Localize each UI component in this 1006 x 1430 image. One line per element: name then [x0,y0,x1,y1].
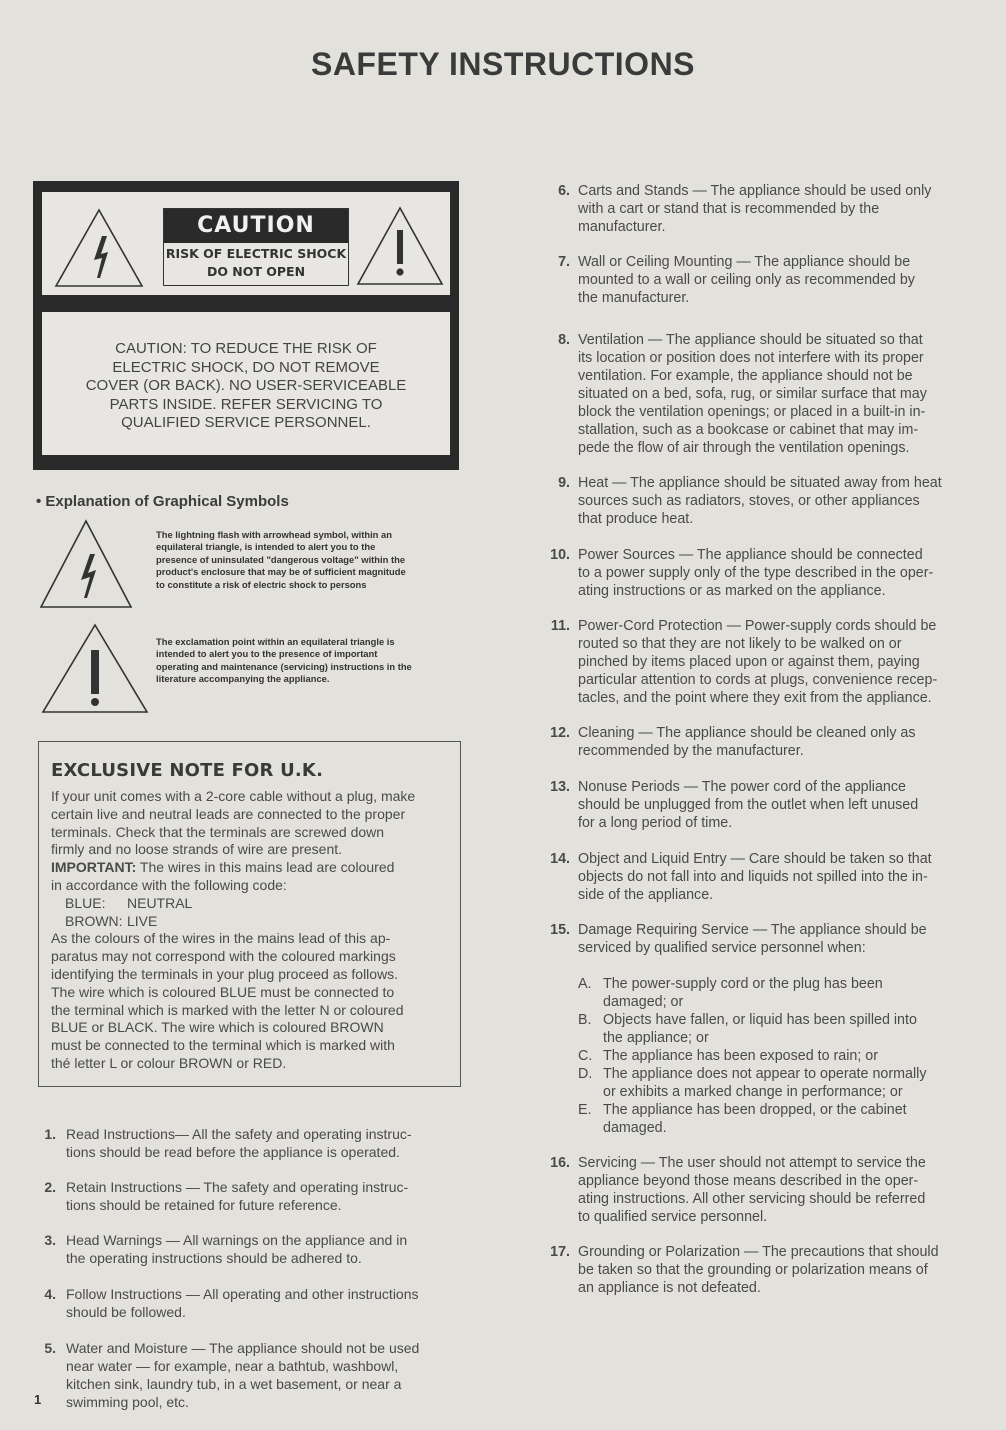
item-line: tions should be retained for future reference. [66,1197,342,1213]
caution-text-line: PARTS INSIDE. REFER SERVICING TO [109,395,383,413]
uk-note-box [38,741,461,1087]
item-number: 6. [558,183,570,199]
item-number: 14. [550,851,570,867]
item-line: tions should be read before the appliance is operated. [66,1144,400,1160]
explanation-line: to constitute a risk of electric shock to persons [156,578,367,590]
item-number: 17. [550,1244,570,1260]
item-line: an appliance is not defeated. [578,1280,761,1296]
uk-note-body [51,788,453,1073]
item-number: 1. [44,1126,56,1142]
caution-text-line: QUALIFIED SERVICE PERSONNEL. [121,414,371,431]
item-number: 4. [44,1286,56,1302]
subitem-letter: D. [578,1066,593,1082]
item-line: particular attention to cords at plugs, convenience recep- [578,672,938,688]
item-line: appliance beyond those means described in the oper- [578,1173,919,1189]
item-line: situated on a bed, sofa, rug, or similar surface that may [578,386,927,402]
uk-line: paratus may not correspond with the coloured markings [51,948,396,965]
item-line: block the ventilation openings; or placed in a built-in in- [578,404,926,420]
item-line: Head Warnings — All warnings on the appliance and in [66,1232,408,1248]
subitem-line: or exhibits a marked change in performance; or [603,1084,903,1100]
item-number: 3. [44,1232,56,1248]
subitem-line: The appliance does not appear to operate normally [603,1066,927,1082]
item-line: routed so that they are not likely to be walked on or [578,636,902,652]
subitem-letter: A. [578,976,592,992]
item-line: pinched by items placed upon or against them, paying [578,654,920,670]
item-line: stallation, such as a bookcase or cabinet that may im- [578,422,919,438]
item-number: 11. [550,618,570,634]
explanation-line: product's enclosure that may be of sufficient magnitude [156,566,406,578]
subitem-line: The appliance has been dropped, or the cabinet [603,1102,907,1118]
caution-shock-line: RISK OF ELECTRIC SHOCK [165,246,347,261]
item-number: 7. [558,254,570,270]
item-line: should be unplugged from the outlet when left unused [578,797,919,813]
item-line: should be followed. [66,1304,186,1320]
page-title: SAFETY INSTRUCTIONS [310,46,696,82]
item-line: ating instructions. All other servicing should be referred [578,1191,926,1207]
item-line: Wall or Ceiling Mounting — The appliance should be [578,254,911,270]
exclamation-symbol-icon [40,622,150,716]
item-number: 15. [550,922,570,938]
uk-line: certain live and neutral leads are connected to the proper [51,805,406,822]
uk-line: in accordance with the following code: [51,876,287,893]
caution-text-line: COVER (OR BACK). NO USER-SERVICEABLE [85,377,407,394]
blue-value: NEUTRAL [127,894,193,911]
item-number: 9. [558,475,570,491]
item-line: Heat — The appliance should be situated away from heat [578,475,942,491]
uk-line: thé letter L or colour BROWN or RED. [51,1054,287,1071]
uk-line: terminals. Check that the terminals are screwed down [51,823,385,840]
important-text: The wires in this mains lead are coloured [136,859,395,876]
uk-line: If your unit comes with a 2-core cable without a plug, make [51,788,416,804]
item-line: ating instructions or as marked on the appliance. [578,583,886,599]
item-line: to qualified service personnel. [578,1209,768,1225]
uk-note-heading: EXCLUSIVE NOTE FOR U.K. [51,760,324,781]
item-line: recommended by the manufacturer. [578,743,804,759]
item-number: 8. [558,332,570,348]
blue-label: BLUE: [65,894,106,911]
item-line: Ventilation — The appliance should be situated so that [578,332,923,348]
item-line: tacles, and the point where they exit from the appliance. [578,690,932,706]
important-label: IMPORTANT: [51,859,137,876]
page-number: 1 [34,1392,42,1407]
subitem-letter: B. [578,1012,592,1028]
caution-text-line: ELECTRIC SHOCK, DO NOT REMOVE [112,358,380,376]
symbols-heading: • Explanation of Graphical Symbols [36,493,289,510]
uk-line: As the colours of the wires in the mains lead of this ap- [51,930,391,947]
subitem-letter: E. [578,1102,592,1118]
subitem-line: The appliance has been exposed to rain; or [603,1048,879,1064]
exclamation-explanation [156,636,486,686]
caution-panel [33,181,459,470]
item-line: the operating instructions should be adhered to. [66,1250,362,1266]
caution-label-panel [42,192,450,295]
explanation-line: The lightning flash with arrowhead symbol, within an [156,529,392,540]
item-line: near water — for example, near a bathtub, washbowl, [66,1358,399,1374]
explanation-line: presence of uninsulated "dangerous voltage" within the [156,553,406,565]
item-line: with a cart or stand that is recommended by the [578,201,880,217]
item-line: Water and Moisture — The appliance should not be used [66,1340,420,1356]
item-line: manufacturer. [578,219,666,235]
caution-label [163,208,349,286]
item-line: Grounding or Polarization — The precautions that should [578,1244,939,1260]
item-line: Nonuse Periods — The power cord of the appliance [578,779,906,795]
item-line: to a power supply only of the type described in the oper- [578,565,934,581]
item-line: serviced by qualified service personnel when: [578,940,866,956]
explanation-line: intended to alert you to the presence of important [156,648,378,660]
item-line: its location or position does not interfere with its proper [578,350,924,366]
item-line: Carts and Stands — The appliance should be used only [578,183,932,199]
blue-code-line [51,895,453,913]
item-line: side of the appliance. [578,887,714,903]
caution-do-not-open-line: DO NOT OPEN [206,264,306,279]
item-line: that produce heat. [578,511,694,527]
subitem-line: Objects have fallen, or liquid has been spilled into [603,1012,917,1028]
item-line: mounted to a wall or ceiling only as recommended by [578,272,915,288]
item-number: 10. [550,547,570,563]
lightning-explanation [156,529,486,591]
item-line: Servicing — The user should not attempt to service the [578,1155,926,1171]
item-line: Retain Instructions — The safety and operating instruc- [66,1179,409,1195]
item-line: Damage Requiring Service — The appliance should be [578,922,927,938]
item-number: 2. [44,1179,56,1195]
uk-line: identifying the terminals in your plug proceed as follows. [51,965,399,982]
item-line: Power Sources — The appliance should be connected [578,547,923,563]
explanation-line: equilateral triangle, is intended to alert you to the [156,541,376,553]
explanation-line: literature accompanying the appliance. [156,673,330,685]
caution-text-line: CAUTION: TO REDUCE THE RISK OF [115,340,377,357]
uk-line: firmly and no loose strands of wire are present. [51,841,343,858]
caution-text [52,340,440,433]
item-line: kitchen sink, laundry tub, in a wet basement, or near a [66,1376,402,1392]
subitem-line: damaged. [603,1120,667,1136]
item-number: 12. [550,725,570,741]
lightning-symbol-icon [38,518,134,610]
item-line: the manufacturer. [578,290,690,306]
subitem-letter: C. [578,1048,593,1064]
item-number: 16. [550,1155,570,1171]
uk-line: The wire which is coloured BLUE must be connected to [51,983,395,1000]
subitem-line: the appliance; or [603,1030,709,1046]
subitem-line: The power-supply cord or the plug has been [603,976,883,992]
brown-code-line [51,913,453,931]
item-line: Object and Liquid Entry — Care should be taken so that [578,851,932,867]
item-number: 5. [44,1340,56,1356]
item-line: sources such as radiators, stoves, or other appliances [578,493,920,509]
explanation-line: operating and maintenance (servicing) instructions in the [156,660,412,672]
uk-line: BLUE or BLACK. The wire which is coloured BROWN [51,1019,384,1036]
item-line: Power-Cord Protection — Power-supply cords should be [578,618,937,634]
item-number: 13. [550,779,570,795]
uk-important-line [51,859,453,877]
caution-text-panel [42,312,450,455]
item-line: Cleaning — The appliance should be cleaned only as [578,725,916,741]
item-line: swimming pool, etc. [66,1394,189,1410]
brown-value: LIVE [127,912,158,929]
uk-line: the terminal which is marked with the letter N or coloured [51,1001,404,1018]
exclamation-warning-icon [354,204,446,288]
subitem-line: damaged; or [603,994,684,1010]
brown-label: BROWN: [65,912,123,929]
item-line: objects do not fall into and liquids not spilled into the in- [578,869,928,885]
item-line: pede the flow of air through the ventilation openings. [578,440,910,456]
item-line: ventilation. For example, the appliance should not be [578,368,913,384]
explanation-line: The exclamation point within an equilateral triangle is [156,636,395,647]
item-line: be taken so that the grounding or polarization means of [578,1262,928,1278]
uk-line: must be connected to the terminal which is marked with [51,1037,395,1054]
item-line: Follow Instructions — All operating and other instructions [66,1286,419,1302]
item-line: Read Instructions— All the safety and operating instruc- [66,1126,412,1142]
item-line: for a long period of time. [578,815,733,831]
caution-word: CAUTION [164,209,348,243]
lightning-warning-icon [52,206,146,290]
